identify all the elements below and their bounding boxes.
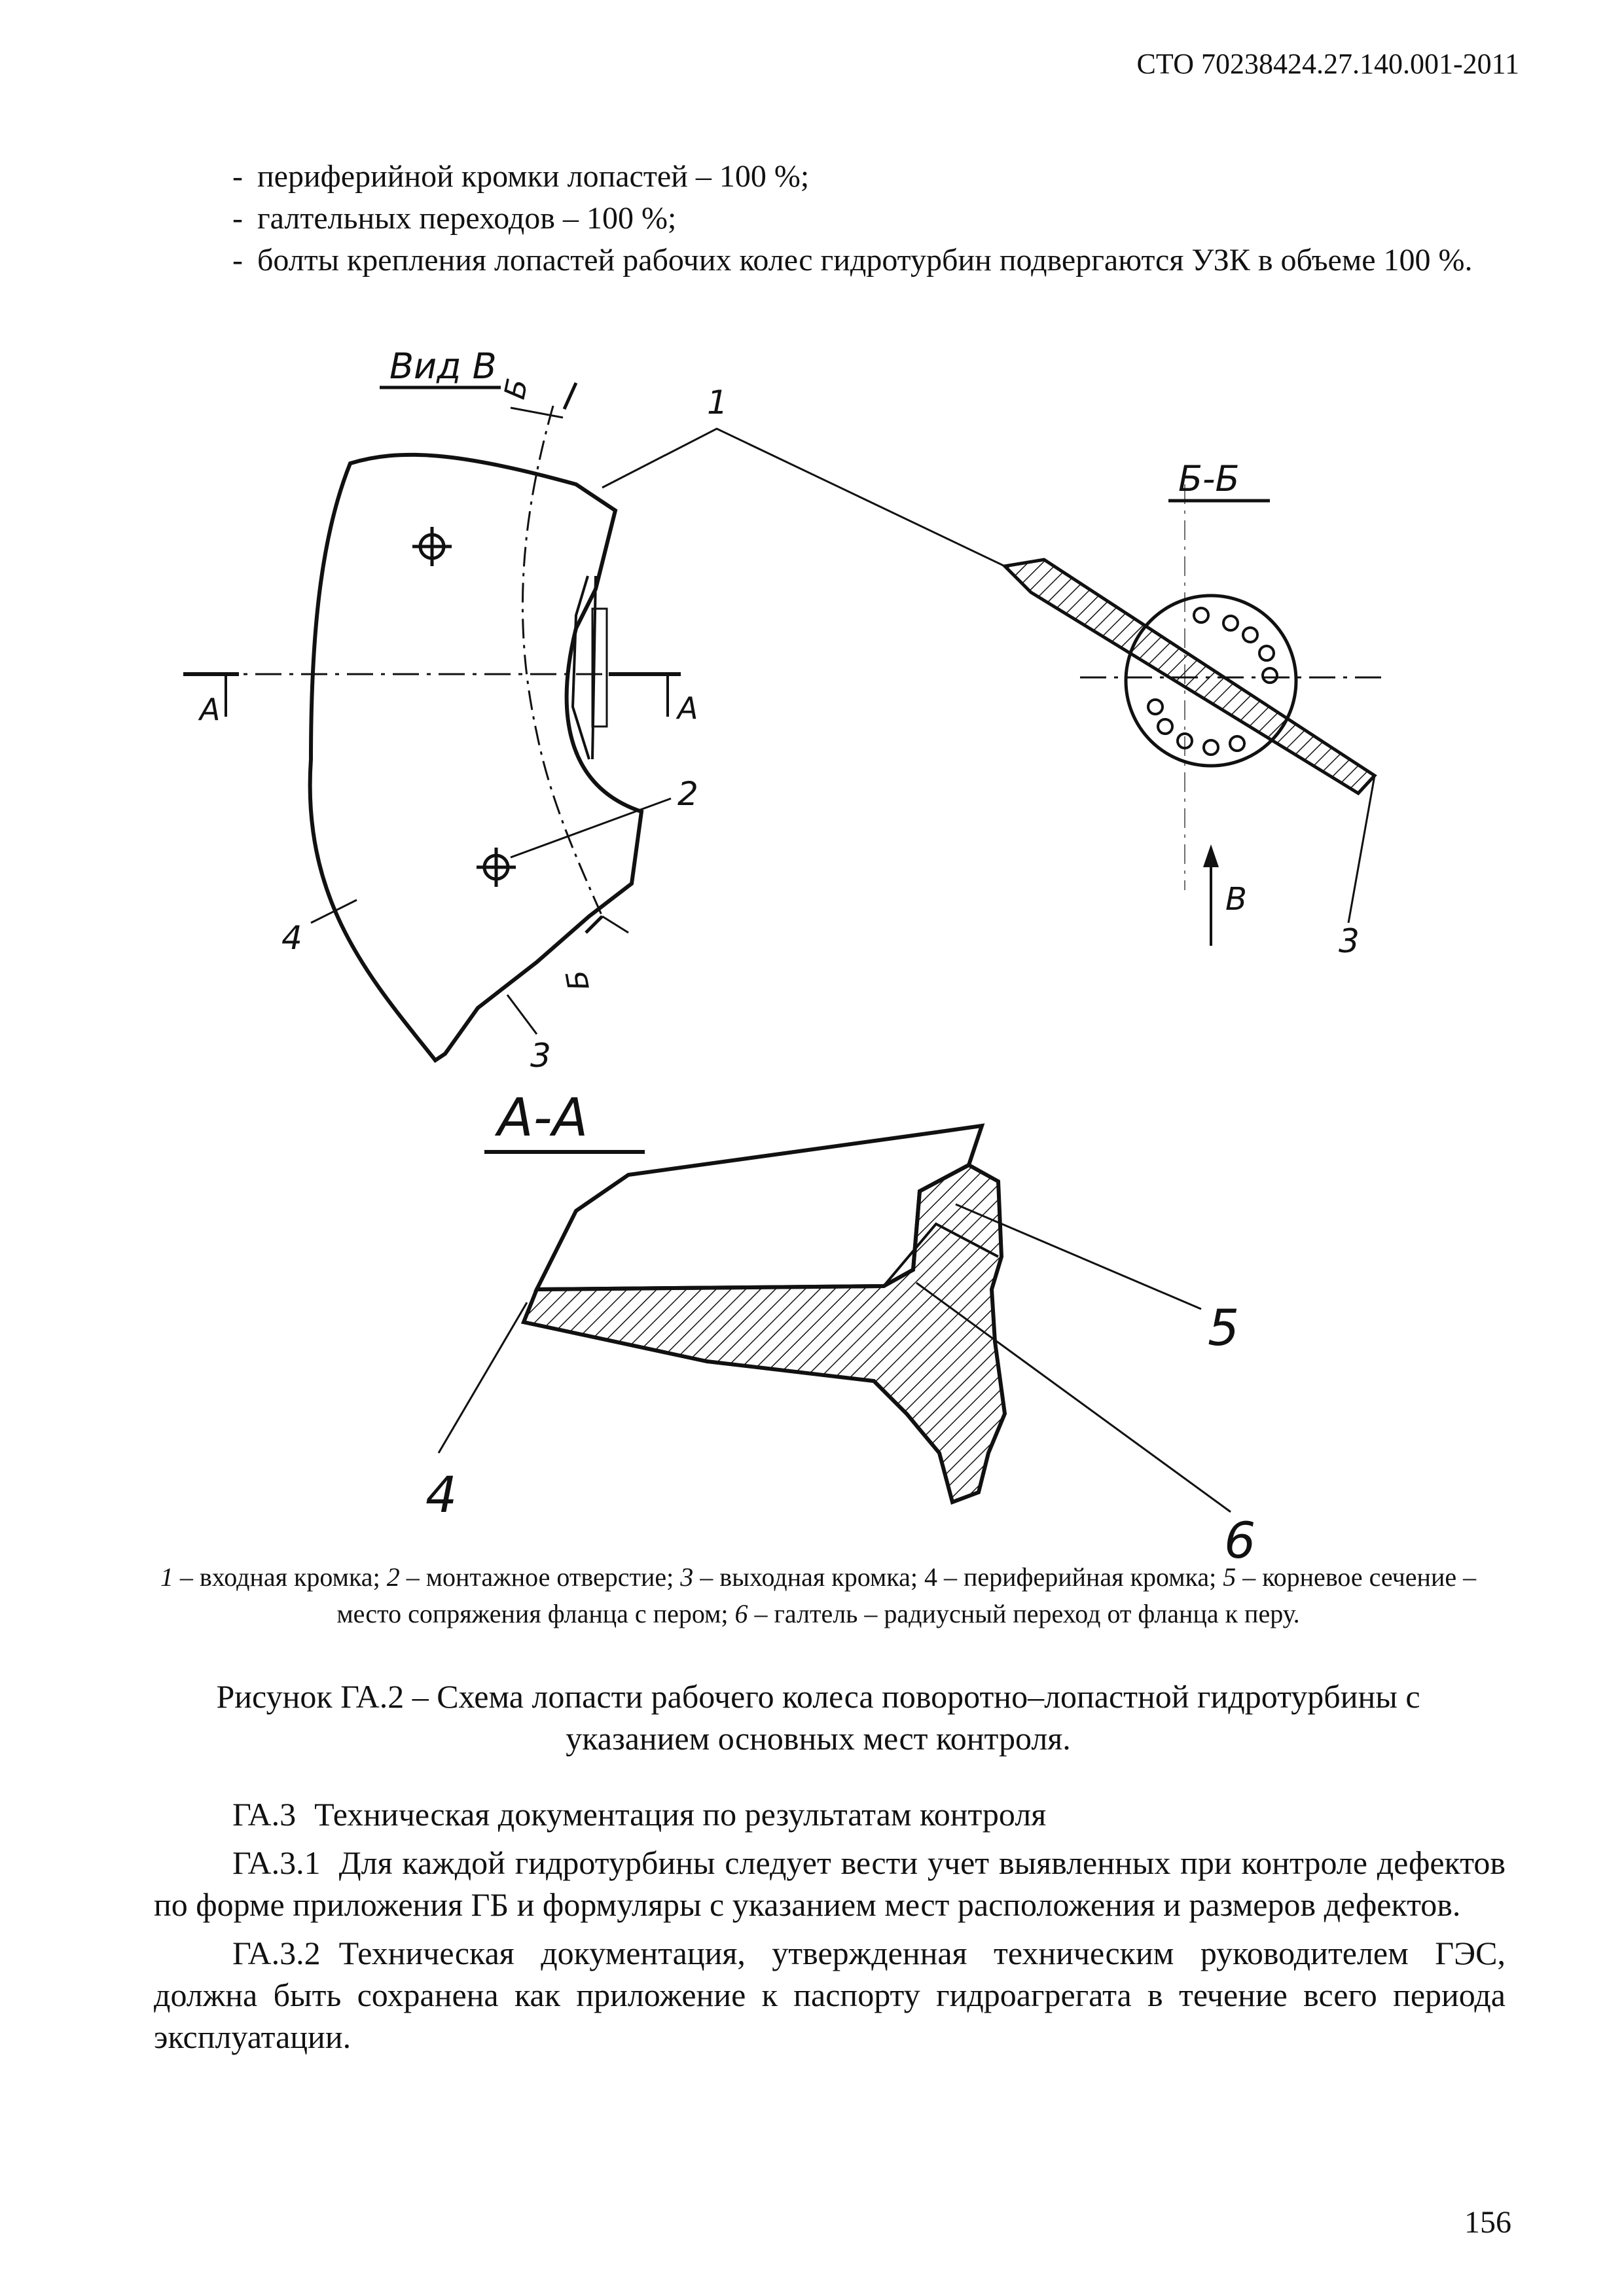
cut-b-bottom-label: Б: [560, 967, 596, 993]
legend-text-5: – корневое сечение – место сопряжения фланца с пером;: [336, 1562, 1477, 1628]
callout-4: 4: [281, 919, 302, 957]
callout-3-bb-leader: [1348, 776, 1375, 923]
cut-a-left-label: А: [200, 692, 221, 727]
callout-4-aa: 4: [425, 1465, 458, 1524]
legend-num-6: 6: [734, 1599, 748, 1628]
legend-text-2: – монтажное отверстие;: [399, 1562, 681, 1592]
callout-5: 5: [1208, 1299, 1240, 1357]
callout-6: 6: [1224, 1511, 1256, 1564]
paragraph: [154, 1932, 1506, 2058]
figure-legend: [151, 1559, 1486, 1632]
document-code-header: СТО 70238424.27.140.001-2011: [1136, 48, 1519, 80]
bullet-item: [154, 240, 1506, 281]
cut-b-top-tick: [564, 383, 576, 409]
paragraph-text: Для каждой гидротурбины следует вести учет выявленных при контроле дефектов по форме приложения ГБ и формуляры с указанием мест расположения и размеров дефектов.: [154, 1844, 1506, 1923]
bullet-text: галтельных переходов – 100 %;: [257, 201, 677, 236]
section-bb-label: Б-Б: [1178, 458, 1240, 499]
paragraph-text: Техническая документация по результатам контроля: [314, 1796, 1047, 1833]
cut-b-top-label: Б: [497, 376, 535, 403]
callout-4-aa-leader: [439, 1302, 527, 1453]
legend-text-1: – входная кромка;: [173, 1562, 387, 1592]
blade-diagram: [183, 340, 1460, 1564]
paragraph: [154, 1793, 1506, 1835]
bullet-item: [154, 156, 1506, 198]
legend-text-6: – галтель – радиусный переход от фланца к перу.: [748, 1599, 1300, 1628]
cut-a-right-label: А: [677, 691, 698, 726]
mounting-hole: [477, 848, 516, 887]
callout-1-leader: [602, 429, 1005, 566]
callout-2-leader: [511, 798, 671, 857]
legend-num-5: 5: [1223, 1562, 1236, 1592]
legend-num-1: 1: [160, 1562, 173, 1592]
callout-3: 3: [530, 1037, 551, 1075]
page-number: 156: [1464, 2205, 1511, 2240]
cut-b-bottom-arrow: [602, 916, 628, 933]
section-aa-label: А-А: [497, 1087, 588, 1148]
bullet-dash: -: [232, 159, 243, 194]
paragraph-number: ГА.3: [232, 1796, 297, 1833]
paragraph: [154, 1842, 1506, 1926]
cut-b-top-arrow: [511, 408, 563, 418]
bullet-text: периферийной кромки лопастей – 100 %;: [257, 159, 810, 194]
section-body: [154, 1793, 1506, 2064]
bullet-text: болты крепления лопастей рабочих колес гидротурбин подвергаются УЗК в объеме 100 %.: [257, 243, 1473, 278]
legend-num-2: 2: [386, 1562, 400, 1592]
bullet-dash: -: [232, 201, 243, 236]
arrow-v-head: [1203, 844, 1219, 867]
paragraph-number: ГА.3.1: [232, 1844, 321, 1881]
bullet-item: [154, 198, 1506, 240]
bullet-list: [154, 156, 1506, 281]
callout-1: 1: [707, 384, 728, 422]
callout-3-bb: 3: [1339, 922, 1360, 960]
paragraph-number: ГА.3.2: [232, 1935, 321, 1971]
paragraph-text: Техническая документация, утвержденная техническим руководителем ГЭС, должна быть сохранена как приложение к паспорту гидроагрегата в течение всего периода эксплуатации.: [154, 1935, 1506, 2055]
section-aa-flange-hatched: [524, 1165, 1005, 1502]
figure-caption: Рисунок ГА.2 – Схема лопасти рабочего колеса поворотно–лопастной гидротурбины с указанием основных мест контроля.: [216, 1678, 1420, 1757]
arrow-v-label: В: [1225, 881, 1247, 918]
legend-text-3: – выходная кромка; 4 – периферийная кромка;: [693, 1562, 1223, 1592]
callout-2: 2: [677, 775, 698, 813]
callout-3-leader: [507, 995, 537, 1034]
bullet-dash: -: [232, 243, 243, 278]
mounting-hole: [412, 527, 452, 566]
legend-num-3: 3: [680, 1562, 694, 1592]
view-b-label: Вид В: [389, 346, 497, 387]
